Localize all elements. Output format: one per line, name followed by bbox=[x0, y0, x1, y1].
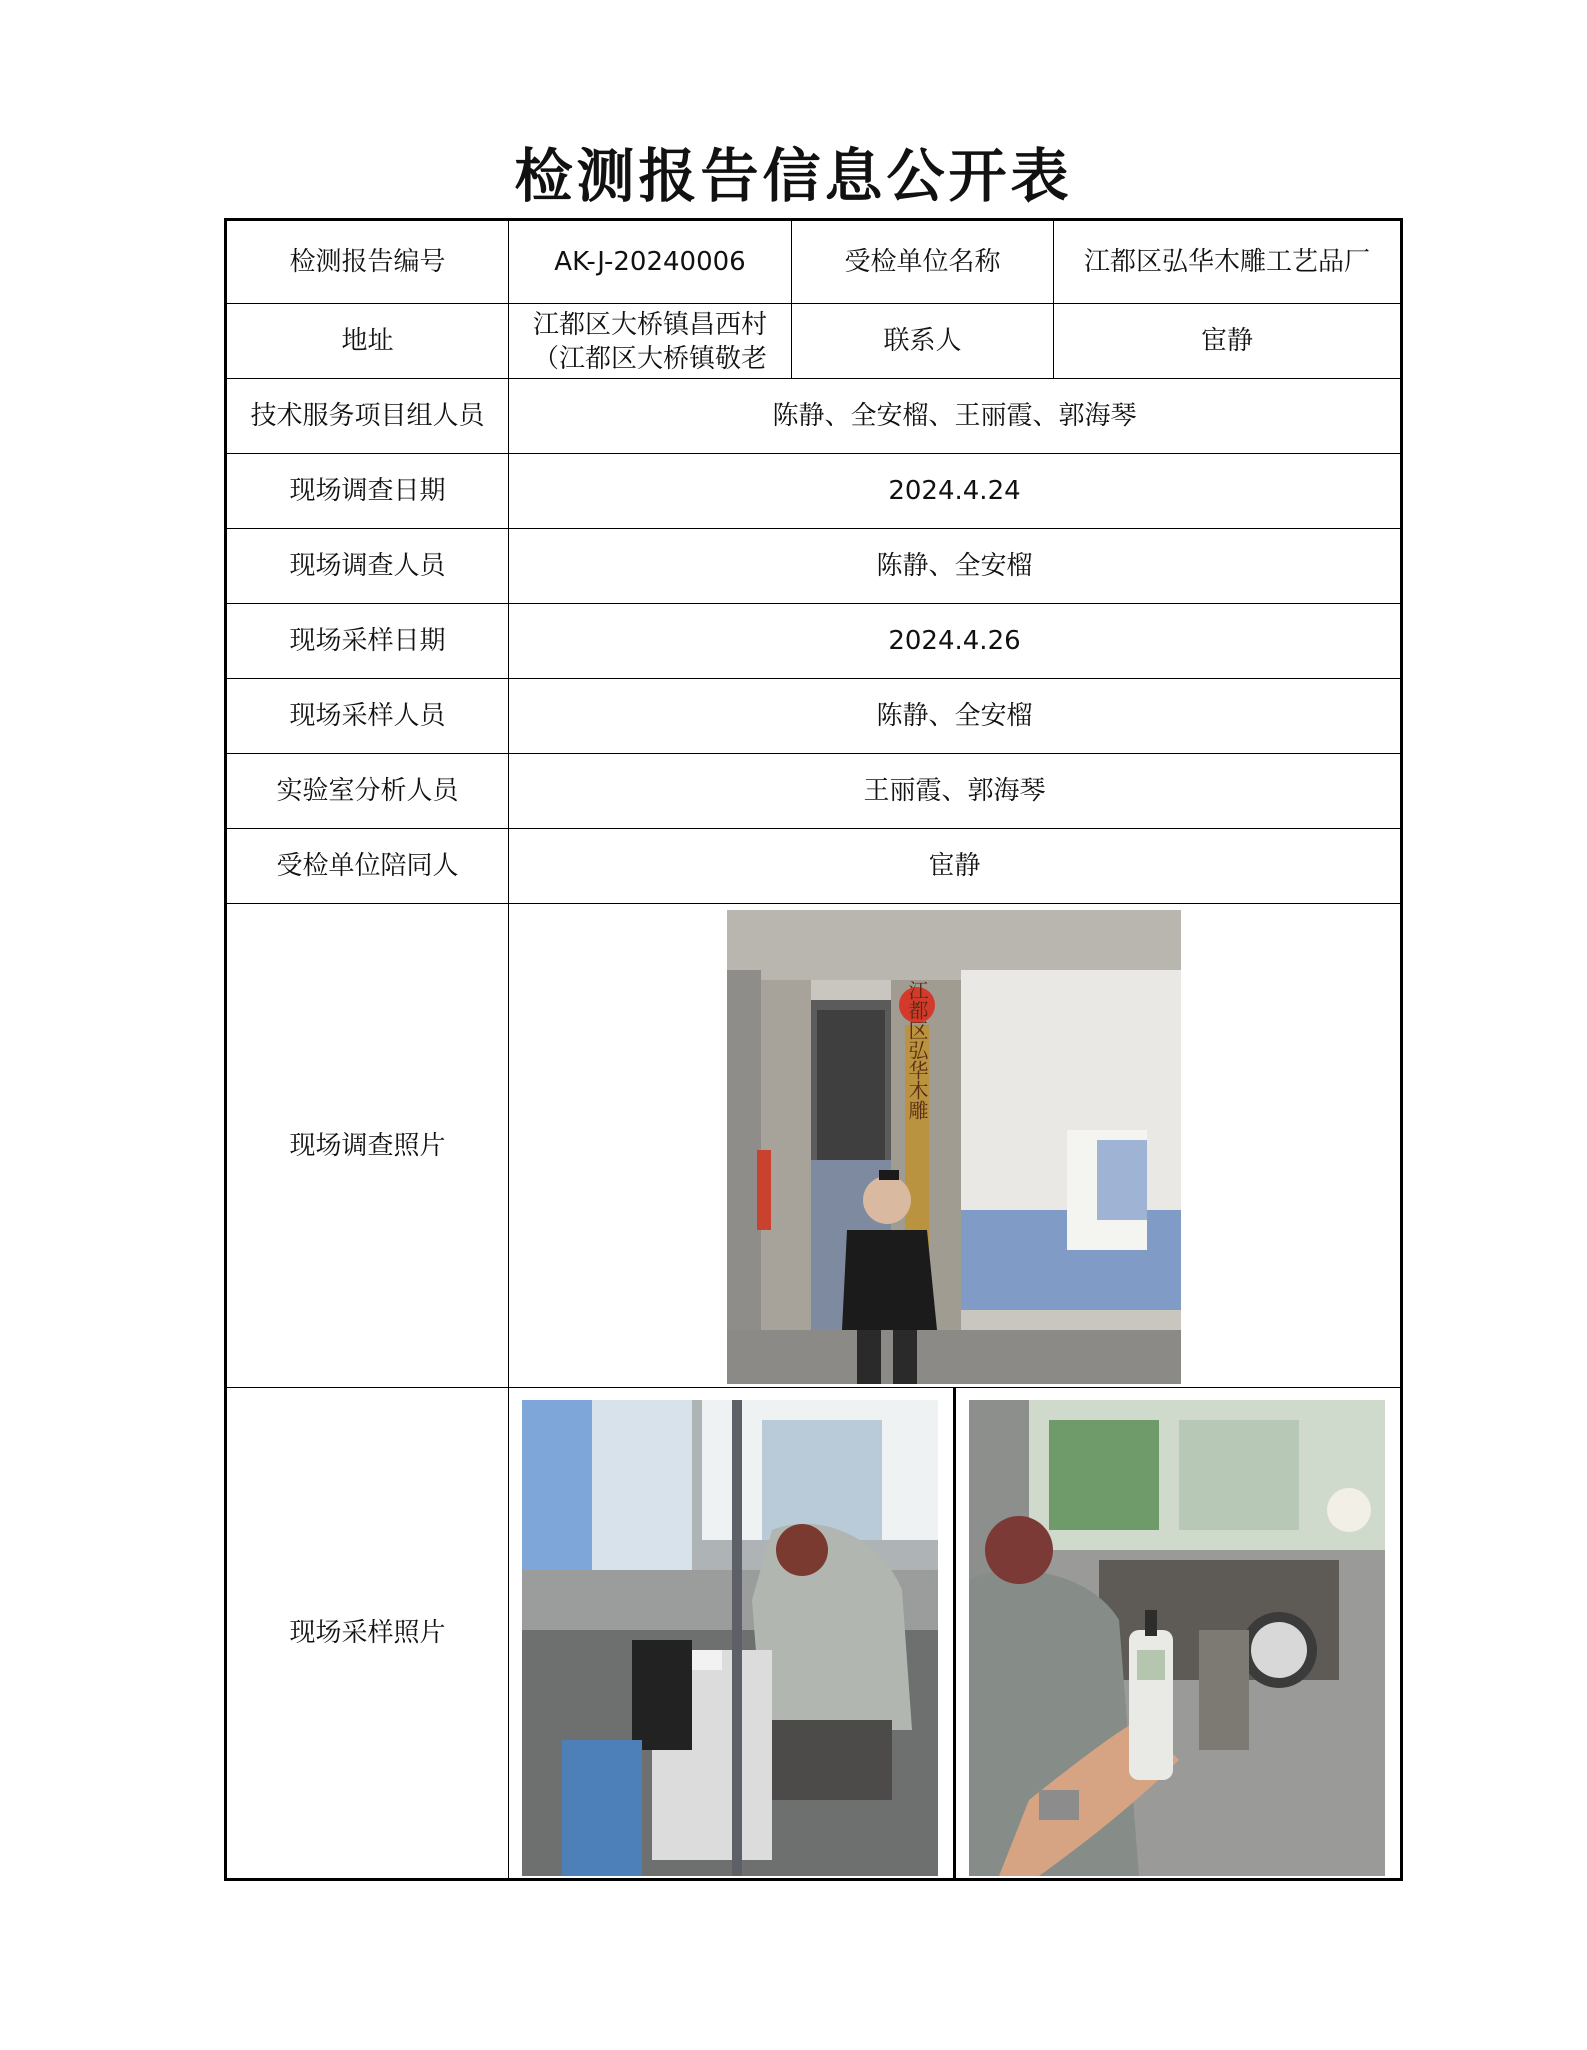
row-team bbox=[226, 379, 1402, 454]
sampling-photo-area bbox=[509, 1388, 1400, 1878]
contact-value: 宦静 bbox=[1054, 304, 1402, 379]
survey-photo-cell bbox=[509, 904, 1402, 1388]
unit-value: 江都区弘华木雕工艺品厂 bbox=[1054, 220, 1402, 304]
sampling-staff-value: 陈静、全安榴 bbox=[509, 679, 1402, 754]
survey-photo-label: 现场调查照片 bbox=[226, 904, 509, 1388]
survey-date-label: 现场调查日期 bbox=[226, 454, 509, 529]
report-table bbox=[224, 218, 1403, 1881]
survey-photo-sign: 江都区弘华木雕 bbox=[905, 980, 929, 1120]
survey-staff-value: 陈静、全安榴 bbox=[509, 529, 1402, 604]
sampling-photo-label: 现场采样照片 bbox=[226, 1388, 509, 1880]
sampling-photo-left bbox=[522, 1400, 938, 1876]
sampling-photo-left-image bbox=[522, 1400, 938, 1876]
address-label: 地址 bbox=[226, 304, 509, 379]
sampling-photo-cell bbox=[509, 1388, 1402, 1880]
sampling-date-value: 2024.4.26 bbox=[509, 604, 1402, 679]
row-sampling-staff bbox=[226, 679, 1402, 754]
team-label: 技术服务项目组人员 bbox=[226, 379, 509, 454]
team-value: 陈静、全安榴、王丽霞、郭海琴 bbox=[509, 379, 1402, 454]
row-sampling-date bbox=[226, 604, 1402, 679]
report-no-label: 检测报告编号 bbox=[226, 220, 509, 304]
lab-staff-label: 实验室分析人员 bbox=[226, 754, 509, 829]
sampling-photo-right bbox=[969, 1400, 1385, 1876]
page-title: 检测报告信息公开表 bbox=[514, 142, 1073, 210]
lab-staff-value: 王丽霞、郭海琴 bbox=[509, 754, 1402, 829]
survey-photo-image bbox=[727, 910, 1181, 1384]
row-sampling-photo bbox=[226, 1388, 1402, 1880]
address-value: 江都区大桥镇昌西村（江都区大桥镇敬老 bbox=[532, 310, 767, 374]
row-survey-date bbox=[226, 454, 1402, 529]
address-cell bbox=[509, 304, 792, 379]
survey-photo bbox=[727, 910, 1181, 1384]
contact-label: 联系人 bbox=[792, 304, 1054, 379]
row-survey-staff bbox=[226, 529, 1402, 604]
escort-value: 宦静 bbox=[509, 829, 1402, 904]
sampling-staff-label: 现场采样人员 bbox=[226, 679, 509, 754]
row-lab-staff bbox=[226, 754, 1402, 829]
row-survey-photo bbox=[226, 904, 1402, 1388]
unit-label: 受检单位名称 bbox=[792, 220, 1054, 304]
survey-date-value: 2024.4.24 bbox=[509, 454, 1402, 529]
row-escort bbox=[226, 829, 1402, 904]
sampling-photo-right-image bbox=[969, 1400, 1385, 1876]
escort-label: 受检单位陪同人 bbox=[226, 829, 509, 904]
sampling-date-label: 现场采样日期 bbox=[226, 604, 509, 679]
survey-staff-label: 现场调查人员 bbox=[226, 529, 509, 604]
photo-divider bbox=[953, 1388, 956, 1878]
row-address bbox=[226, 304, 1402, 379]
row-report-no bbox=[226, 220, 1402, 304]
report-no-value: AK-J-20240006 bbox=[509, 220, 792, 304]
